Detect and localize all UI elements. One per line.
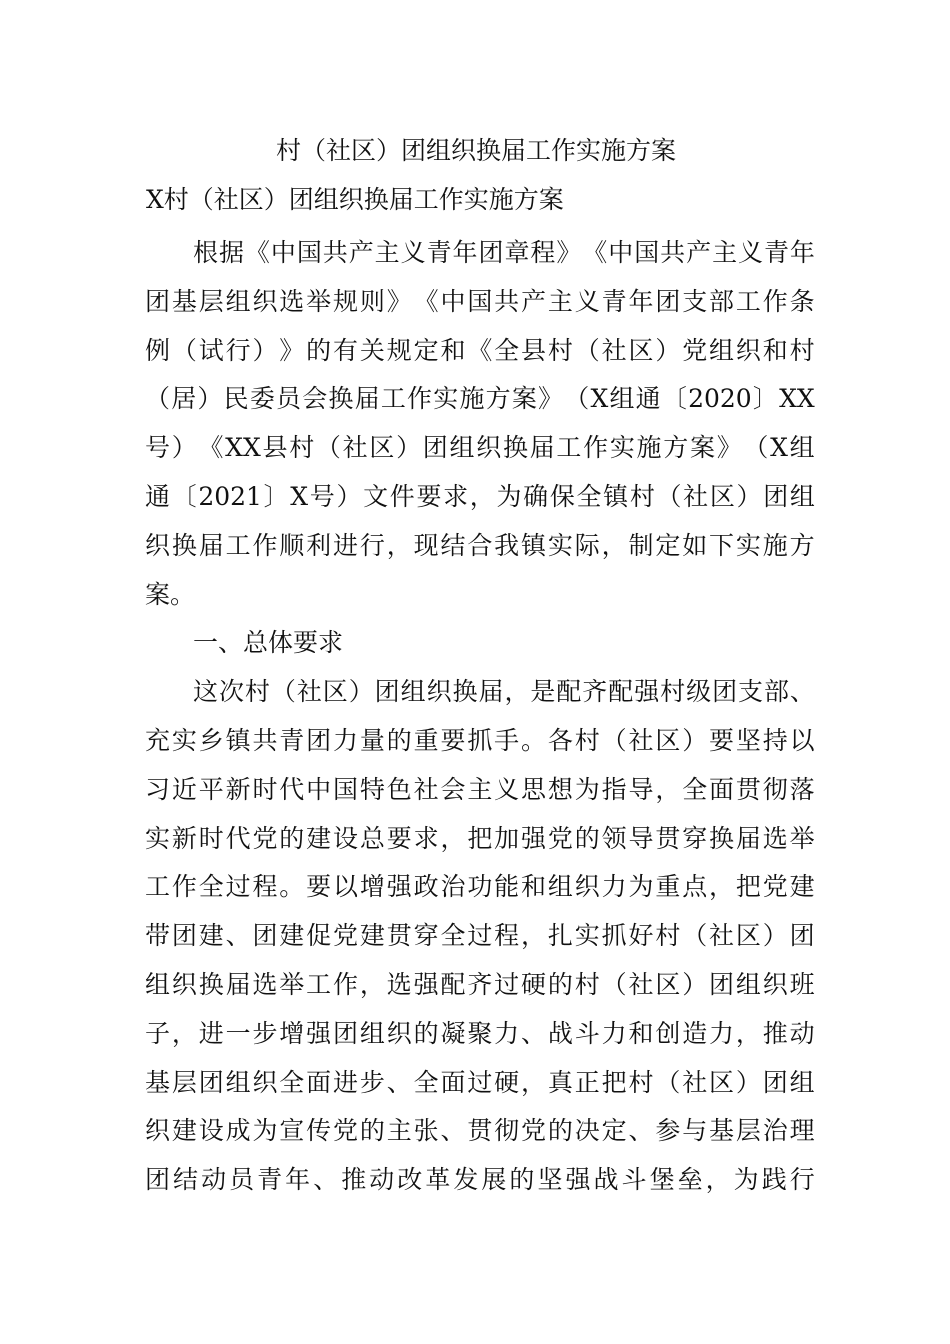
paragraph-line: 组 织 换 届 选 举 工 作 ， 选 强 配 齐 过 硬 的 村 （ 社 区 ） 团 组 织 班 — [145, 969, 815, 999]
paragraph-line: 工 作 全 过 程 。 要 以 增 强 政 治 功 能 和 组 织 力 为 重 点 ， 把 党 建 — [145, 872, 815, 902]
paragraph-line: 习 近 平 新 时 代 中 国 特 色 社 会 主 义 思 想 为 指 导 ， 全 面 贯 彻 落 — [145, 774, 815, 804]
paragraph-line: 织 建 设 成 为 宣 传 党 的 主 张 、 贯 彻 党 的 决 定 、 参 与 基 层 治 理 — [145, 1116, 815, 1146]
paragraph-line: （ 居 ） 民 委 员 会 换 届 工 作 实 施 方 案 》 （ X 组 通 〔 2020 〕 XX — [145, 384, 815, 414]
document-title: 村（社区）团组织换届工作实施方案 — [275, 136, 676, 165]
paragraph-line: 案。 — [145, 579, 196, 609]
document-subtitle: X村（社区）团组织换届工作实施方案 — [146, 185, 564, 214]
paragraph-line: 实 新 时 代 党 的 建 设 总 要 求 ， 把 加 强 党 的 领 导 贯 穿 换 届 选 举 — [145, 823, 815, 853]
paragraph-line: 子 ， 进 一 步 增 强 团 组 织 的 凝 聚 力 、 战 斗 力 和 创 造 力 ， 推 动 — [145, 1018, 815, 1048]
paragraph-line: 例 （ 试 行 ） 》 的 有 关 规 定 和 《 全 县 村 （ 社 区 ） 党 组 织 和 村 — [145, 335, 815, 365]
paragraph-line: 这 次 村 （ 社 区 ） 团 组 织 换 届 ， 是 配 齐 配 强 村 级 团 支 部 、 — [193, 677, 815, 707]
section-heading: 一、总体要求 — [193, 628, 344, 658]
paragraph-line: 充 实 乡 镇 共 青 团 力 量 的 重 要 抓 手 。 各 村 （ 社 区 ） 要 坚 持 以 — [145, 725, 815, 755]
paragraph-line: 织 换 届 工 作 顺 利 进 行 ， 现 结 合 我 镇 实 际 ， 制 定 如 下 实 施 方 — [145, 530, 815, 560]
paragraph-line: 号 ） 《 XX 县 村 （ 社 区 ） 团 组 织 换 届 工 作 实 施 方 案 》 （ X 组 — [145, 433, 815, 463]
paragraph-line: 团 基 层 组 织 选 举 规 则 》 《 中 国 共 产 主 义 青 年 团 支 部 工 作 条 — [145, 286, 815, 316]
document-body — [145, 229, 815, 1205]
paragraph-line: 带 团 建 、 团 建 促 党 建 贯 穿 全 过 程 ， 扎 实 抓 好 村 （ 社 区 ） 团 — [145, 921, 815, 951]
paragraph-line: 通 〔 2021 〕 X 号 ） 文 件 要 求 ， 为 确 保 全 镇 村 （ 社 区 ） 团 组 — [145, 481, 815, 511]
paragraph-line: 根 据 《 中 国 共 产 主 义 青 年 团 章 程 》 《 中 国 共 产 主 义 青 年 — [193, 238, 815, 267]
paragraph-line: 团 结 动 员 青 年 、 推 动 改 革 发 展 的 坚 强 战 斗 堡 垒 ， 为 践 行 — [145, 1165, 815, 1195]
paragraph-line: 基 层 团 组 织 全 面 进 步 、 全 面 过 硬 ， 真 正 把 村 （ 社 区 ） 团 组 — [145, 1067, 815, 1097]
